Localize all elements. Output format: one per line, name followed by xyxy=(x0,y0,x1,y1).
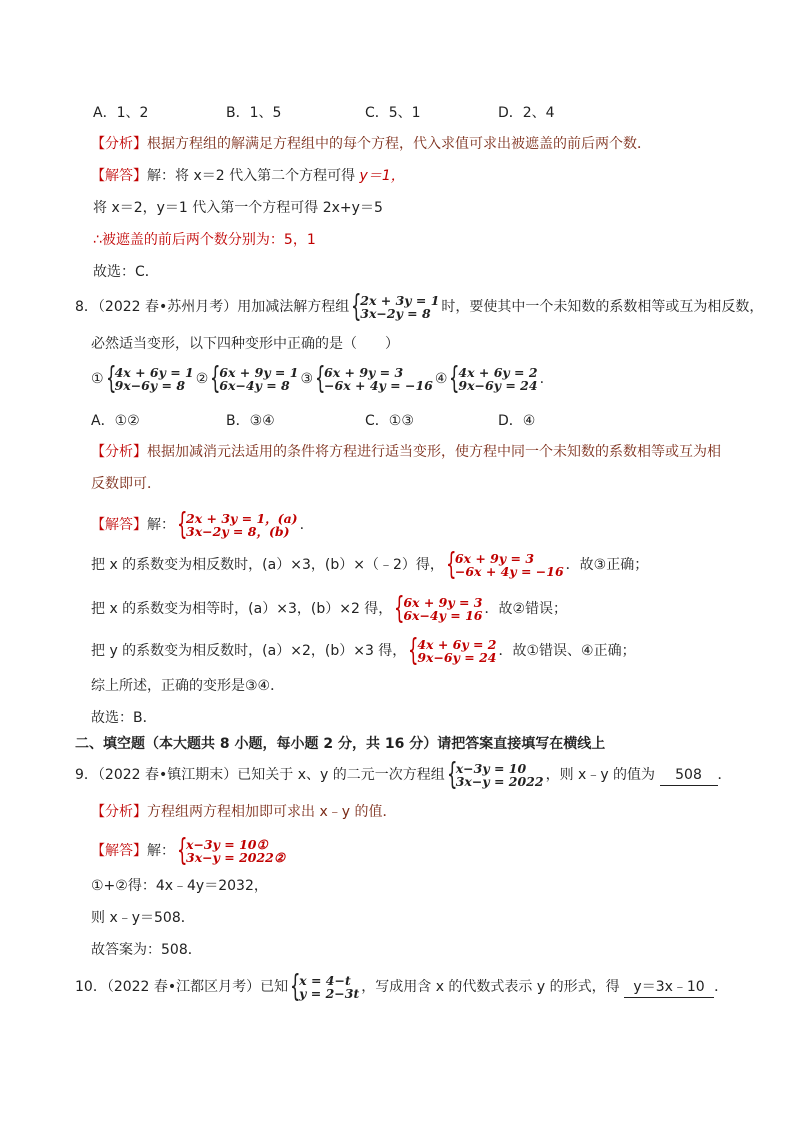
equation-system: { x−3y = 10① 3x−y = 2022② xyxy=(177,833,286,868)
analysis-tag: 【分析】 xyxy=(91,136,147,152)
choice-mark: ① xyxy=(91,371,104,387)
choice-mark: ② xyxy=(195,371,209,387)
equation-system: { 6x + 9y = 3 −6x + 4y = −16 xyxy=(445,547,564,582)
q8-stem xyxy=(75,289,764,324)
equation-system: { x−3y = 10 3x−y = 2022 xyxy=(446,757,544,792)
q8-choice: 故选：B． xyxy=(91,710,157,726)
analysis-text: 根据方程组的解满足方程组中的每个方程，代入求值可求出被遮盖的前后两个数． xyxy=(147,136,651,152)
q9-solution-1: ①+②得：4x﹣4y＝2032， xyxy=(91,878,268,894)
step-text: 把 y 的系数变为相反数时，(a）×2，(b）×3 得， xyxy=(91,643,407,659)
analysis-text: 根据加减消元法适用的条件将方程进行适当变形，使方程中同一个未知数的系数相等或互为相 xyxy=(147,444,721,460)
q9-stem-text: 9．（2022 春•镇江期末）已知关于 x、y 的二元一次方程组 xyxy=(75,767,445,783)
q8-stem-text-end: 时，要使其中一个未知数的系数相等或互为相反数， xyxy=(441,299,764,315)
equation-system: { 4x + 6y = 1 9x−6y = 8 xyxy=(105,361,194,396)
q8-step-3 xyxy=(91,633,636,668)
q10-stem-text: 10．（2022 春•江都区月考）已知 xyxy=(75,979,289,995)
solution-value: y＝1， xyxy=(359,168,405,184)
equation-system: { 2x + 3y = 1 3x−2y = 8 xyxy=(351,289,440,324)
q8-analysis-2: 反数即可． xyxy=(91,476,161,492)
q9-solution-3: 故答案为：508． xyxy=(91,942,202,958)
q7-analysis xyxy=(91,134,651,154)
section-heading: 二、填空题（本大题共 8 小题，每小题 2 分，共 16 分）请把答案直接填写在横线上 xyxy=(75,736,606,752)
q8-step-2 xyxy=(91,591,568,626)
solution-label: 解： xyxy=(147,517,175,533)
q8-step-1 xyxy=(91,547,649,582)
analysis-tag: 【分析】 xyxy=(91,444,147,460)
analysis-text: 方程组两方程相加即可求出 x﹣y 的值． xyxy=(147,804,397,820)
step-result: ．故②错误； xyxy=(484,601,568,617)
q9-stem-text-end: ，则 x﹣y 的值为 xyxy=(545,767,656,783)
q9-solution xyxy=(91,833,287,868)
q8-solution: 【解答】解： { 2x + 3y = 1，(a) 3x−2y = 8，(b) . xyxy=(91,507,305,542)
equation-system: { 6x + 9y = 3 6x−4y = 16 xyxy=(394,591,483,626)
solution-tag: 【解答】 xyxy=(91,517,147,533)
q8-choices: ① { 4x + 6y = 1 9x−6y = 8 ② { 6x + 9y = 1 6x−4y = 8 ③ { 6x + 9y = 3 −6x + 4y = −16 ④ { 4x + 6y = 2 9x−6y = 24 . xyxy=(91,361,545,396)
step-result: ．故①错误、④正确； xyxy=(498,643,636,659)
q8-option-b: B．③④ xyxy=(226,413,275,429)
q7-option-d: D．2、4 xyxy=(498,105,555,121)
solution-label: 解： xyxy=(147,843,175,859)
equation-system: { x = 4−t y = 2−3t xyxy=(290,969,360,1004)
step-text: 把 x 的系数变为相反数时，(a）×3，(b）×（﹣2）得， xyxy=(91,557,444,573)
equation-system: { 6x + 9y = 1 6x−4y = 8 xyxy=(210,361,299,396)
q8-analysis xyxy=(91,442,721,462)
q7-option-a: A．1、2 xyxy=(93,105,149,121)
q9-solution-2: 则 x﹣y＝508． xyxy=(91,910,195,926)
q9-analysis xyxy=(91,802,396,822)
q10-stem-text-end: ，写成用含 x 的代数式表示 y 的形式，得 xyxy=(361,979,620,995)
q7-option-c: C．5、1 xyxy=(365,105,421,121)
q8-stem-text: 8．（2022 春•苏州月考）用加减法解方程组 xyxy=(75,299,350,315)
choice-mark: ④ xyxy=(434,371,448,387)
equation-system: { 6x + 9y = 3 −6x + 4y = −16 xyxy=(315,361,433,396)
q7-option-b: B．1、5 xyxy=(226,105,282,121)
q8-option-c: C．①③ xyxy=(365,413,414,429)
q7-solution-1 xyxy=(91,166,405,186)
equation-system: { 4x + 6y = 2 9x−6y = 24 xyxy=(449,361,538,396)
q8-summary: 综上所述，正确的变形是③④． xyxy=(91,678,285,694)
step-result: ．故③正确； xyxy=(565,557,649,573)
solution-tag: 【解答】 xyxy=(91,843,147,859)
equation-system: { 4x + 6y = 2 9x−6y = 24 xyxy=(408,633,497,668)
answer-blank: 508 xyxy=(660,765,718,786)
step-text: 把 x 的系数变为相等时，(a）×3，(b）×2 得， xyxy=(91,601,393,617)
solution-text: 解：将 x＝2 代入第二个方程可得 xyxy=(147,168,360,184)
solution-tag: 【解答】 xyxy=(91,168,147,184)
q7-choice: 故选：C． xyxy=(93,264,159,280)
q8-option-d: D．④ xyxy=(498,413,536,429)
choice-mark: ③ xyxy=(300,371,314,387)
q8-stem-2: 必然适当变形，以下四种变形中正确的是（ ） xyxy=(91,336,399,352)
q9-stem: 9．（2022 春•镇江期末）已知关于 x、y 的二元一次方程组 { x−3y = 10 3x−y = 2022 ，则 x﹣y 的值为 508 ． xyxy=(75,757,732,792)
answer-blank: y＝3x﹣10 xyxy=(624,977,714,998)
q8-option-a: A．①② xyxy=(91,413,140,429)
q10-stem: 10．（2022 春•江都区月考）已知 { x = 4−t y = 2−3t ，写成用含 x 的代数式表示 y 的形式，得 y＝3x﹣10 ． xyxy=(75,969,729,1004)
analysis-tag: 【分析】 xyxy=(91,804,147,820)
q7-solution-2: 将 x＝2，y＝1 代入第一个方程可得 2x+y＝5 xyxy=(93,200,383,216)
q7-solution-3: ∴被遮盖的前后两个数分别为：5，1 xyxy=(93,232,316,248)
equation-system: { 2x + 3y = 1，(a) 3x−2y = 8，(b) xyxy=(177,507,298,542)
